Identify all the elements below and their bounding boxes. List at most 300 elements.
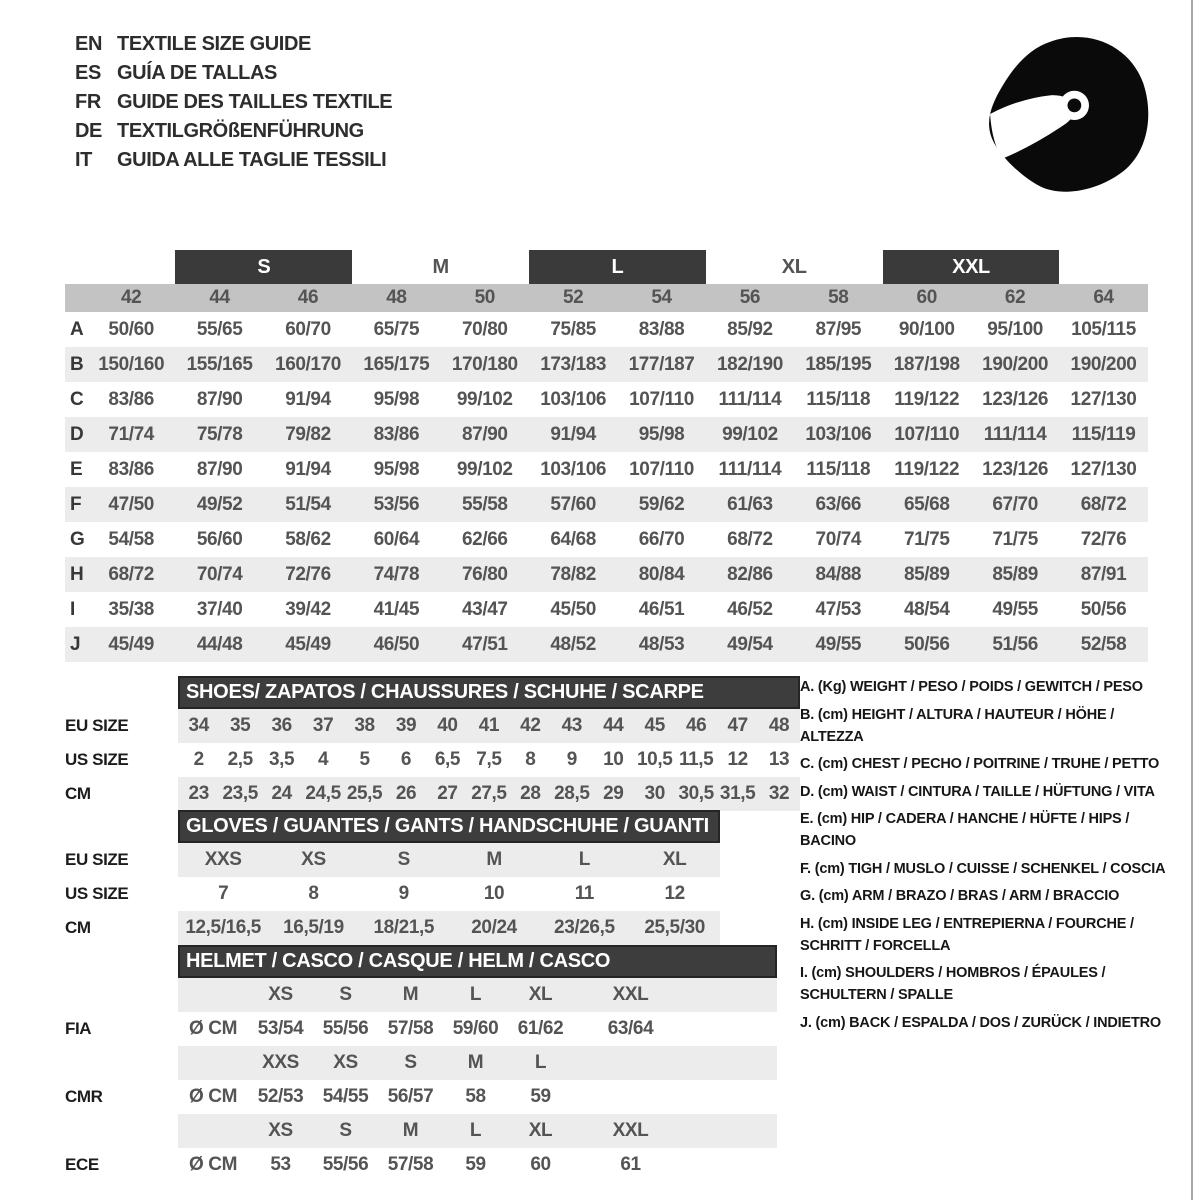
measurement-value: 75/85	[550, 318, 596, 340]
helmet-size-label: M	[402, 984, 419, 1005]
helmet-size-value: 58	[465, 1086, 486, 1107]
size-group-label: M	[432, 255, 449, 278]
measurement-value: 60/70	[285, 318, 331, 340]
measurement-value: 49/52	[196, 493, 243, 515]
numeric-size-label: 60	[916, 287, 937, 308]
measurement-value: 91/94	[285, 388, 331, 410]
measurement-value: 127/130	[1070, 458, 1137, 480]
helmet-size-label	[573, 1052, 688, 1074]
diameter-unit-label: Ø CM	[188, 1018, 237, 1039]
shoe-cm-size: 24,5	[305, 783, 341, 804]
textile-size-table	[65, 250, 1148, 662]
measurement-value: 49/54	[727, 633, 773, 655]
numeric-size-label: 56	[739, 287, 761, 308]
helmet-size-value: 56/57	[387, 1086, 434, 1107]
measurement-value: 160/170	[275, 353, 341, 375]
measurement-value: 95/98	[638, 423, 685, 445]
row-label-spacer	[65, 978, 178, 1012]
shoe-cm-size: 31,5	[719, 783, 756, 804]
measurement-value: 91/94	[285, 458, 331, 480]
measurement-value: 83/86	[108, 458, 154, 480]
language-row	[75, 146, 392, 175]
legend-item: I. (cm) SHOULDERS / HOMBROS / ÉPAULES / SCHULTERN / SPALLE	[800, 965, 1106, 1003]
measurement-value: 48/52	[550, 633, 596, 655]
measurement-value: 68/72	[108, 563, 154, 585]
measurement-value: 66/70	[638, 528, 685, 550]
size-group-row	[65, 250, 1148, 284]
numeric-size-label: 54	[651, 287, 672, 308]
diameter-unit-label: Ø CM	[188, 1154, 237, 1175]
measurement-value: 44/48	[196, 633, 243, 655]
measurement-letter: F	[70, 493, 82, 515]
numeric-size-label: 44	[209, 287, 230, 308]
measurement-row	[65, 522, 1148, 557]
measurement-value: 83/86	[373, 423, 420, 445]
glove-us-size: 9	[398, 883, 409, 904]
measurement-row	[65, 487, 1148, 522]
guide-title: GUIDE DES TAILLES TEXTILE	[117, 91, 393, 113]
legend-item: E. (cm) HIP / CADERA / HANCHE / HÜFTE / HIPS / BACINO	[800, 811, 1130, 849]
measurement-value: 47/53	[815, 598, 862, 620]
numeric-size-label: 58	[828, 287, 849, 308]
helmet-size-label: L	[469, 1120, 482, 1141]
diameter-unit-label: Ø CM	[188, 1086, 237, 1107]
helmet-size-value	[573, 1086, 688, 1108]
measurement-value: 87/90	[461, 423, 508, 445]
shoes-cm-row	[65, 777, 800, 811]
measurement-value: 119/122	[894, 458, 960, 480]
measurement-value: 85/92	[727, 318, 773, 340]
measurement-value: 107/110	[629, 388, 694, 410]
measurement-value: 39/42	[285, 598, 331, 620]
helmet-size-value: 55/56	[322, 1154, 369, 1175]
shoes-size-table	[65, 676, 800, 811]
measurement-value: 53/56	[373, 493, 420, 515]
shoe-eu-size: 35	[230, 715, 251, 736]
measurement-value: 107/110	[894, 423, 960, 445]
shoe-cm-size: 30	[644, 783, 665, 804]
legend-item: J. (cm) BACK / ESPALDA / DOS / ZURÜCK / INDIETRO	[800, 1014, 1161, 1031]
shoe-us-size: 4	[318, 749, 329, 770]
row-label-spacer	[65, 1046, 178, 1080]
helmet-size-label: XS	[268, 984, 293, 1005]
measurement-value: 87/95	[815, 318, 862, 340]
measurement-value: 115/118	[806, 458, 871, 480]
measurement-value: 87/91	[1080, 563, 1127, 585]
size-group-label: L	[611, 255, 624, 278]
helmet-size-value: 63/64	[607, 1018, 654, 1039]
measurement-value: 68/72	[1080, 493, 1127, 515]
measurement-value: 65/75	[373, 318, 420, 340]
standard-label: CMR	[65, 1087, 103, 1106]
helmet-size-value: 52/53	[257, 1086, 304, 1107]
shoe-cm-size: 29	[603, 783, 624, 804]
shoe-us-size: 10,5	[637, 749, 673, 770]
helmet-standard-section	[65, 978, 777, 1046]
helmet-value-row	[65, 1080, 777, 1114]
glove-cm-size: 20/24	[471, 917, 517, 938]
measurement-value: 115/118	[806, 388, 871, 410]
language-code: FR	[75, 91, 101, 113]
numeric-size-label: 64	[1093, 287, 1114, 308]
measurement-row	[65, 417, 1148, 452]
measurement-value: 50/56	[1080, 598, 1127, 620]
measurement-row	[65, 627, 1148, 662]
row-label-eu-size: EU SIZE	[65, 850, 129, 869]
shoes-eu-row	[65, 709, 800, 743]
measurement-value: 95/98	[373, 388, 420, 410]
measurement-value: 87/90	[196, 388, 243, 410]
shoe-eu-size: 45	[644, 715, 665, 736]
guide-title: GUIDA ALLE TAGLIE TESSILI	[117, 149, 387, 171]
shoe-cm-size: 23	[188, 783, 209, 804]
measurement-value: 99/102	[456, 388, 513, 410]
legend-item: F. (cm) TIGH / MUSLO / CUISSE / SCHENKEL / COSCIA	[800, 860, 1166, 877]
measurement-value: 70/74	[815, 528, 862, 550]
measurement-value: 47/50	[108, 493, 154, 515]
shoe-us-size: 2	[193, 749, 204, 770]
helmet-size-row	[65, 1046, 777, 1080]
measurement-value: 61/63	[727, 493, 773, 515]
shoe-us-size: 2,5	[227, 749, 253, 770]
glove-eu-size: S	[397, 849, 410, 870]
shoe-cm-size: 28	[520, 783, 541, 804]
helmet-size-label: L	[534, 1052, 547, 1073]
glove-us-size: 8	[308, 883, 319, 904]
measurement-value: 70/74	[196, 563, 243, 585]
measurement-value: 46/50	[373, 633, 420, 655]
shoe-us-size: 9	[566, 749, 577, 770]
measurement-value: 45/50	[550, 598, 596, 620]
measurement-value: 95/98	[373, 458, 420, 480]
legend-item: A. (Kg) WEIGHT / PESO / POIDS / GEWITCH / PESO	[800, 679, 1143, 695]
measurement-value: 182/190	[716, 353, 783, 375]
measurement-value: 83/86	[108, 388, 154, 410]
measurement-letter: E	[70, 458, 83, 480]
helmet-size-label: XS	[268, 1120, 293, 1141]
shoe-us-size: 11,5	[678, 749, 714, 770]
measurement-value: 48/53	[638, 633, 685, 655]
measurement-value: 52/58	[1080, 633, 1127, 655]
measurement-value: 155/165	[186, 353, 253, 375]
measurement-value: 95/100	[987, 318, 1043, 340]
measurement-value: 37/40	[196, 598, 243, 620]
size-group-header	[529, 250, 706, 284]
measurement-value: 62/66	[461, 528, 508, 550]
measurement-value: 103/106	[540, 388, 607, 410]
measurement-value: 72/76	[285, 563, 331, 585]
language-code: EN	[75, 33, 102, 55]
numeric-size-label: 52	[562, 287, 584, 308]
shoe-cm-size: 26	[395, 783, 417, 804]
measurement-value: 99/102	[456, 458, 513, 480]
measurement-value: 170/180	[451, 353, 518, 375]
shoe-cm-size: 27,5	[471, 783, 507, 804]
guide-title: TEXTILGRÖßENFÜHRUNG	[117, 120, 364, 142]
shoe-cm-size: 28,5	[554, 783, 590, 804]
glove-eu-size: XS	[301, 849, 326, 870]
measurement-value: 111/114	[718, 388, 782, 410]
helmet-size-label: M	[402, 1120, 419, 1141]
measurement-value: 46/52	[727, 598, 773, 620]
measurement-value: 91/94	[550, 423, 596, 445]
measurement-value: 111/114	[983, 423, 1047, 445]
measurement-value: 48/54	[903, 598, 950, 620]
measurement-value: 90/100	[898, 318, 955, 340]
measurement-value: 55/65	[196, 318, 243, 340]
shoe-eu-size: 39	[395, 715, 417, 736]
shoe-eu-size: 40	[437, 715, 458, 736]
helmet-value-row	[65, 1148, 777, 1182]
measurement-value: 56/60	[196, 528, 243, 550]
measurement-letter: H	[70, 563, 84, 585]
measurement-letter: B	[70, 353, 84, 375]
glove-eu-size: M	[486, 849, 502, 870]
measurement-value: 35/38	[108, 598, 154, 620]
shoe-eu-size: 36	[271, 715, 292, 736]
measurement-letter: J	[70, 633, 81, 655]
measurement-value: 59/62	[638, 493, 685, 515]
measurement-value: 85/89	[992, 563, 1038, 585]
shoe-eu-size: 44	[603, 715, 624, 736]
legend-item: C. (cm) CHEST / PECHO / POITRINE / TRUHE / PETTO	[800, 756, 1160, 772]
size-group-header	[175, 250, 352, 284]
measurement-value: 49/55	[992, 598, 1038, 620]
measurement-value: 68/72	[727, 528, 773, 550]
helmet-size-value: 61/62	[517, 1018, 564, 1039]
numeric-size-label: 50	[474, 287, 495, 308]
measurement-value: 50/56	[903, 633, 950, 655]
language-code: DE	[75, 120, 102, 142]
shoe-us-size: 3,5	[269, 749, 295, 770]
helmet-size-value: 57/58	[387, 1018, 434, 1039]
shoe-cm-size: 27	[437, 783, 458, 804]
language-row	[75, 117, 392, 146]
shoe-us-size: 5	[359, 749, 370, 770]
language-code: ES	[75, 62, 101, 84]
shoe-cm-size: 32	[768, 783, 790, 804]
row-label-eu-size: EU SIZE	[65, 716, 129, 735]
shoe-us-size: 8	[525, 749, 536, 770]
glove-us-size: 11	[574, 883, 594, 904]
helmet-size-label: M	[467, 1052, 484, 1073]
measurement-value: 85/89	[903, 563, 950, 585]
measurement-value: 79/82	[285, 423, 331, 445]
helmet-size-value: 60	[530, 1154, 551, 1175]
glove-cm-size: 12,5/16,5	[185, 917, 261, 938]
measurement-value: 103/106	[540, 458, 607, 480]
measurement-value: 150/160	[98, 353, 165, 375]
numeric-size-label: 62	[1004, 287, 1026, 308]
shoe-cm-size: 25,5	[346, 783, 383, 804]
helmet-size-table	[65, 945, 777, 1182]
helmet-size-label: XXL	[612, 1120, 649, 1141]
size-group-header	[883, 250, 1060, 284]
measurement-letter: D	[70, 423, 84, 445]
helmet-value-row	[65, 1012, 777, 1046]
helmet-size-value: 53	[270, 1154, 291, 1175]
measurement-value: 78/82	[550, 563, 596, 585]
glove-eu-size: XXS	[204, 849, 242, 870]
measurement-value: 75/78	[196, 423, 243, 445]
measurement-value: 49/55	[815, 633, 862, 655]
helmet-size-label: XXS	[262, 1052, 299, 1073]
numeric-size-label: 48	[386, 287, 407, 308]
helmet-size-label: S	[339, 1120, 352, 1141]
measurement-value: 65/68	[903, 493, 950, 515]
helmet-size-value: 54/55	[322, 1086, 369, 1107]
glove-eu-size: XL	[662, 849, 687, 870]
helmet-size-value: 53/54	[257, 1018, 304, 1039]
measurement-value: 177/187	[628, 353, 695, 375]
helmet-size-row	[65, 1114, 777, 1148]
measurement-letter: I	[70, 598, 75, 620]
measurement-value: 127/130	[1070, 388, 1137, 410]
measurement-value: 80/84	[638, 563, 685, 585]
size-group-label: XL	[781, 255, 807, 278]
shoe-eu-size: 47	[727, 715, 748, 736]
helmet-size-value: 57/58	[387, 1154, 434, 1175]
measurement-value: 74/78	[373, 563, 420, 585]
row-label-us-size: US SIZE	[65, 884, 129, 903]
measurement-value: 190/200	[982, 353, 1049, 375]
shoe-eu-size: 41	[478, 715, 500, 736]
measurement-value: 71/75	[992, 528, 1038, 550]
glove-us-size: 12	[664, 883, 685, 904]
helmet-size-label: S	[404, 1052, 417, 1073]
numeric-size-label: 42	[121, 287, 142, 308]
measurement-row	[65, 382, 1148, 417]
shoe-cm-size: 24	[271, 783, 292, 804]
glove-cm-size: 23/26,5	[554, 917, 615, 938]
measurement-value: 185/195	[805, 353, 872, 375]
measurement-value: 123/126	[982, 458, 1049, 480]
size-group-header	[352, 250, 529, 284]
shoe-eu-size: 42	[520, 715, 541, 736]
measurement-row	[65, 312, 1148, 347]
standard-label: FIA	[65, 1019, 92, 1038]
measurement-value: 64/68	[550, 528, 596, 550]
language-code: IT	[75, 149, 92, 171]
shoe-us-size: 10	[603, 749, 624, 770]
helmet-size-label: XL	[528, 984, 553, 1005]
measurement-value: 50/60	[108, 318, 154, 340]
measurement-value: 45/49	[285, 633, 331, 655]
gloves-us-row	[65, 877, 720, 911]
measurement-value: 83/88	[638, 318, 685, 340]
measurement-value: 119/122	[894, 388, 960, 410]
glove-us-size: 10	[483, 883, 505, 904]
numeric-size-label: 46	[297, 287, 319, 308]
measurement-row	[65, 557, 1148, 592]
measurement-value: 82/86	[727, 563, 773, 585]
row-label-cm: CM	[65, 918, 91, 937]
measurement-letter: G	[70, 528, 85, 550]
measurement-value: 115/119	[1071, 423, 1136, 445]
legend-item: H. (cm) INSIDE LEG / ENTREPIERNA / FOURCHE / SCHRITT / FORCELLA	[800, 915, 1134, 954]
helmet-standard-section	[65, 1114, 777, 1182]
measurement-value: 55/58	[461, 493, 508, 515]
measurement-letter: C	[70, 388, 84, 410]
helmet-standard-section	[65, 1046, 777, 1114]
helmet-size-label: S	[339, 984, 352, 1005]
measurement-value: 54/58	[108, 528, 154, 550]
measurement-letter: A	[70, 318, 84, 340]
gloves-table-title: GLOVES / GUANTES / GANTS / HANDSCHUHE / GUANTI	[178, 810, 720, 843]
helmet-size-value: 59	[530, 1086, 551, 1107]
helmet-size-value: 55/56	[322, 1018, 369, 1039]
row-label-spacer	[65, 1114, 178, 1148]
measurement-value: 51/56	[992, 633, 1038, 655]
measurement-value: 123/126	[982, 388, 1049, 410]
glove-cm-size: 25,5/30	[644, 917, 705, 938]
helmet-size-label: XL	[528, 1120, 553, 1141]
group-row-spacer	[65, 250, 175, 284]
standard-label: ECE	[65, 1155, 99, 1174]
measurement-value: 51/54	[285, 493, 331, 515]
shoe-eu-size: 37	[312, 715, 334, 736]
measurement-value: 71/74	[108, 423, 154, 445]
measurement-value: 105/115	[1071, 318, 1136, 340]
measurement-value: 173/183	[540, 353, 607, 375]
glove-cm-size: 18/21,5	[373, 917, 435, 938]
helmet-size-label: L	[469, 984, 482, 1005]
helmet-size-label: XS	[333, 1052, 358, 1073]
shoe-us-size: 6	[400, 749, 412, 770]
shoe-us-size: 6,5	[434, 749, 461, 770]
shoes-us-row	[65, 743, 800, 777]
glove-eu-size: L	[578, 849, 590, 870]
shoe-eu-size: 43	[561, 715, 582, 736]
shoe-us-size: 13	[768, 749, 790, 770]
legend-item: G. (cm) ARM / BRAZO / BRAS / ARM / BRACCIO	[800, 888, 1120, 904]
row-label-us-size: US SIZE	[65, 750, 129, 769]
gloves-eu-row	[65, 843, 720, 877]
shoe-eu-size: 48	[768, 715, 790, 736]
size-group-header	[706, 250, 883, 284]
shoes-table-title: SHOES/ ZAPATOS / CHAUSSURES / SCHUHE / SCARPE	[178, 676, 800, 709]
helmet-size-label: XXL	[612, 984, 649, 1005]
size-group-label: XXL	[952, 255, 990, 278]
size-group-label: S	[257, 255, 271, 278]
measurement-value: 99/102	[722, 423, 778, 445]
legend-item: B. (cm) HEIGHT / ALTURA / HAUTEUR / HÖHE / ALTEZZA	[800, 706, 1115, 745]
measurement-value: 87/90	[196, 458, 243, 480]
measurement-value: 70/80	[461, 318, 508, 340]
guide-title: GUÍA DE TALLAS	[117, 62, 277, 84]
language-row	[75, 88, 392, 117]
measurement-value: 47/51	[461, 633, 508, 655]
measurement-value: 57/60	[550, 493, 596, 515]
racing-helmet-icon	[975, 28, 1160, 200]
helmet-size-row	[65, 978, 777, 1012]
numeric-size-row	[65, 284, 1148, 312]
shoe-eu-size: 46	[685, 715, 707, 736]
measurement-value: 187/198	[893, 353, 960, 375]
language-row	[75, 59, 392, 88]
measurement-value: 63/66	[815, 493, 862, 515]
measurement-value: 41/45	[373, 598, 420, 620]
shoe-cm-size: 30,5	[678, 783, 714, 804]
measurement-value: 71/75	[903, 528, 950, 550]
measurement-value: 84/88	[815, 563, 862, 585]
measurement-value: 107/110	[629, 458, 694, 480]
glove-cm-size: 16,5/19	[283, 917, 344, 938]
measurement-value: 165/175	[363, 353, 430, 375]
shoe-eu-size: 34	[188, 715, 209, 736]
measurement-row	[65, 347, 1148, 382]
language-header	[75, 30, 392, 175]
